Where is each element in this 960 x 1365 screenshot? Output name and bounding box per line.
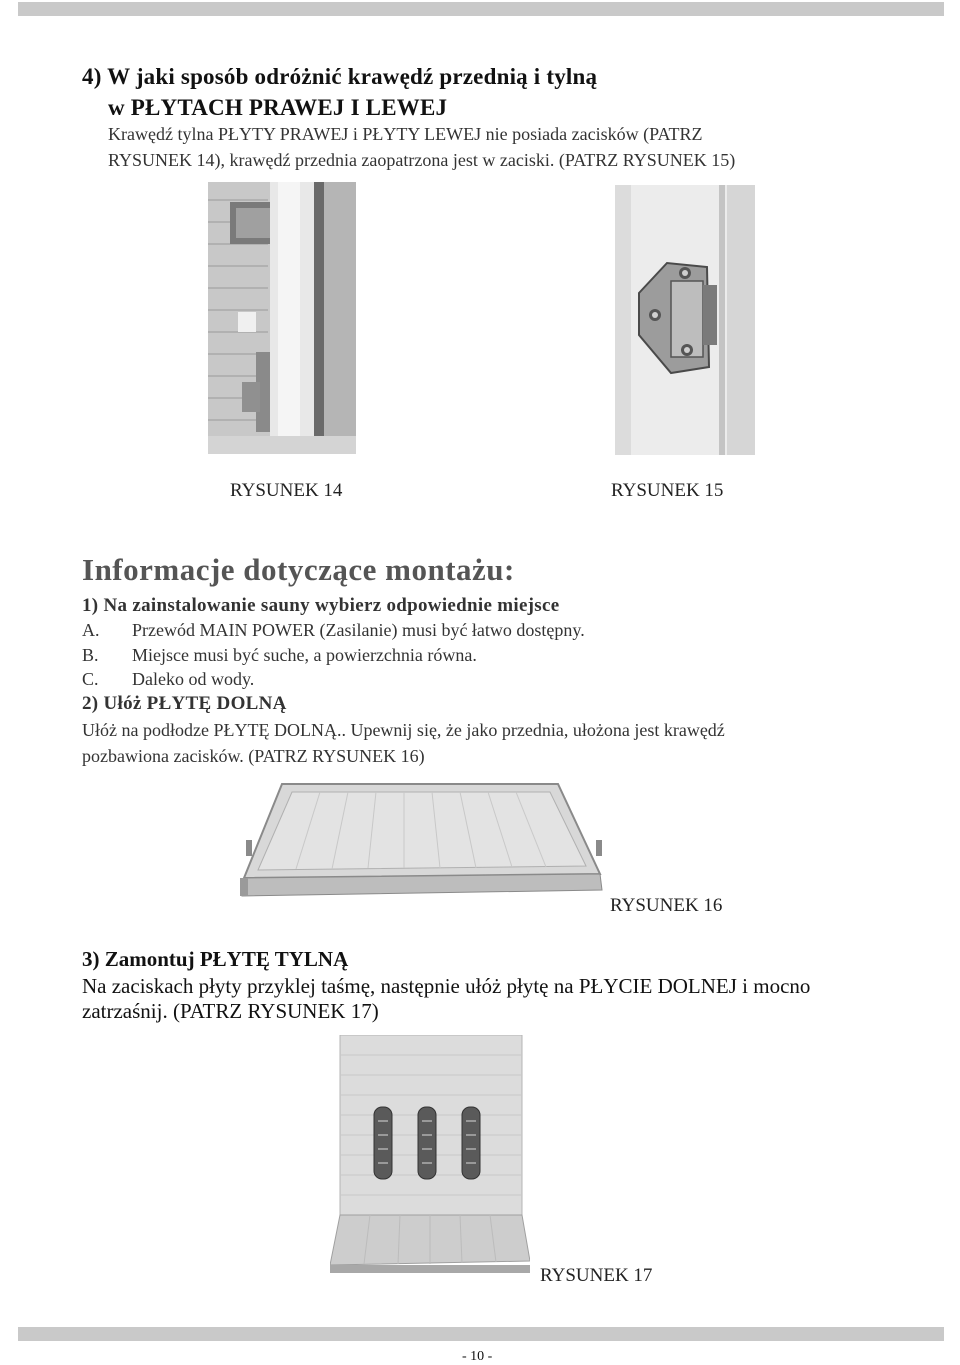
page-number: - 10 -: [462, 1349, 493, 1364]
figure-15-photo: [615, 185, 755, 455]
step-2-line2: pozbawiona zacisków. (PATRZ RYSUNEK 16): [82, 746, 425, 766]
item-c-text: Daleko od wody.: [132, 669, 255, 689]
step-3-heading: 3) Zamontuj PŁYTĘ TYLNĄ: [82, 947, 349, 971]
figure-14-caption: RYSUNEK 14: [230, 480, 343, 501]
step-2-heading: 2) Ułóż PŁYTĘ DOLNĄ: [82, 693, 287, 714]
section-4-heading-line2: w PŁYTACH PRAWEJ I LEWEJ: [108, 95, 448, 120]
item-c-letter: C.: [82, 669, 99, 689]
header-bar: [18, 2, 944, 16]
item-b-letter: B.: [82, 645, 99, 665]
footer-bar: [18, 1327, 944, 1341]
step-3-line2: zatrzaśnij. (PATRZ RYSUNEK 17): [82, 999, 379, 1023]
step-3-line1: Na zaciskach płyty przyklej taśmę, następnie ułóż płytę na PŁYCIE DOLNEJ i mocno: [82, 974, 811, 998]
section-4-body-line1: Krawędź tylna PŁYTY PRAWEJ i PŁYTY LEWEJ nie posiada zacisków (PATRZ: [108, 124, 703, 144]
figure-14-photo: [208, 182, 356, 454]
figure-17-photo: [330, 1035, 530, 1273]
figure-16-photo: [240, 778, 612, 902]
item-a-text: Przewód MAIN POWER (Zasilanie) musi być łatwo dostępny.: [132, 620, 585, 640]
figure-17-caption: RYSUNEK 17: [540, 1265, 653, 1286]
section-4-body-line2: RYSUNEK 14), krawędź przednia zaopatrzona jest w zaciski. (PATRZ RYSUNEK 15): [108, 150, 736, 170]
figure-16-caption: RYSUNEK 16: [610, 895, 723, 916]
item-a-letter: A.: [82, 620, 100, 640]
assembly-info-title: Informacje dotyczące montażu:: [82, 552, 515, 587]
figure-15-caption: RYSUNEK 15: [611, 480, 724, 501]
section-4-heading: 4) W jaki sposób odróżnić krawędź przednią i tylną: [82, 64, 598, 89]
step-2-line1: Ułóż na podłodze PŁYTĘ DOLNĄ.. Upewnij się, że jako przednia, ułożona jest krawędź: [82, 720, 725, 740]
step-1-heading: 1) Na zainstalowanie sauny wybierz odpowiednie miejsce: [82, 595, 560, 616]
item-b-text: Miejsce musi być suche, a powierzchnia równa.: [132, 645, 477, 665]
